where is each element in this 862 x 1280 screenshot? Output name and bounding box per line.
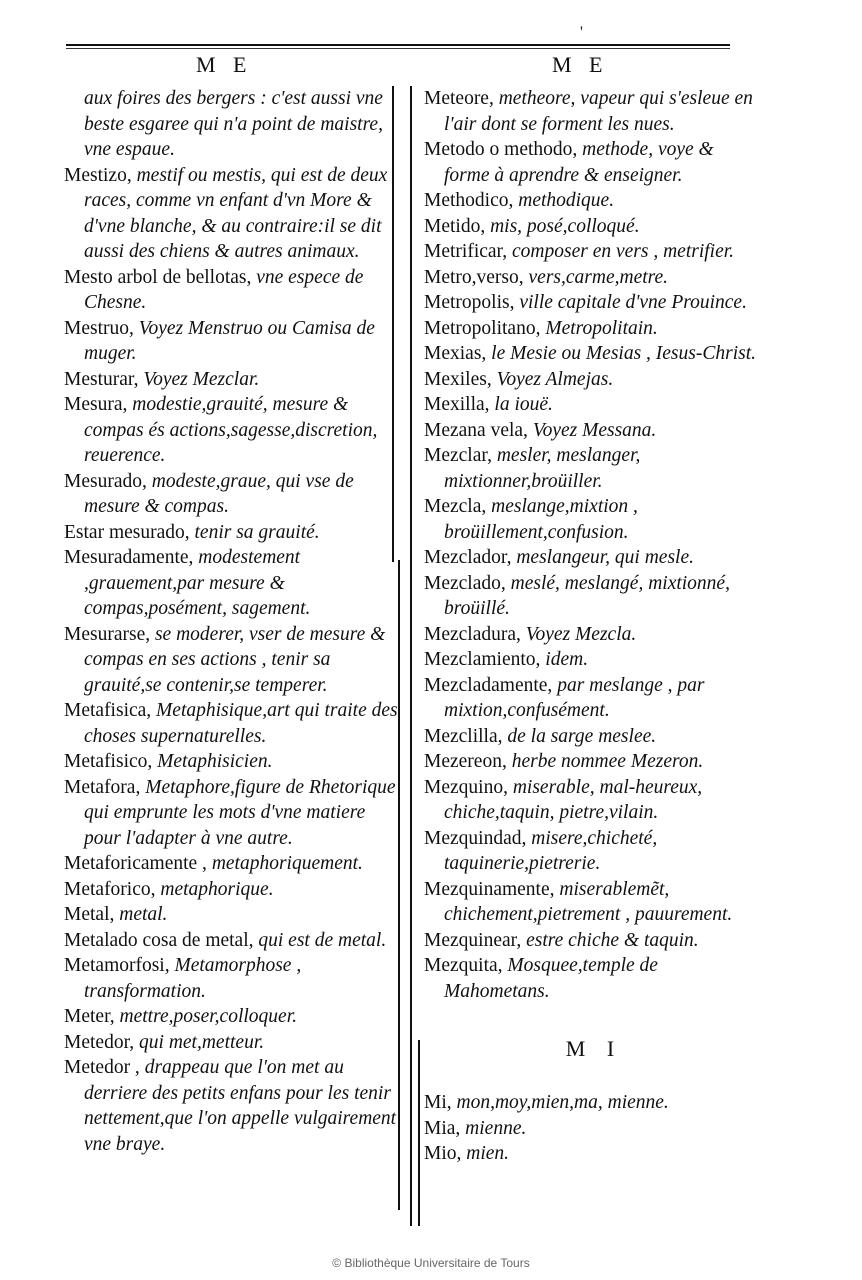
entry-definition: methodique.	[518, 190, 615, 211]
entry-headword: Mestizo,	[64, 164, 137, 186]
entry-definition: Voyez Menstruo ou Camisa de muger.	[84, 317, 375, 364]
entry-definition: tenir sa grauité.	[194, 521, 320, 543]
entry-definition: Mosquee,temple de Mahometans.	[444, 955, 658, 1002]
section-head-mi: M I	[565, 1036, 623, 1061]
entry-definition: qui est de metal.	[258, 929, 387, 951]
dictionary-entry	[424, 1141, 764, 1167]
entry-headword: Mexias,	[424, 343, 492, 364]
entry-headword: Metalado cosa de metal,	[64, 929, 259, 951]
entry-definition: Voyez Mezcla.	[525, 623, 637, 645]
entry-definition: modeste,graue, qui vse de mesure & compas.	[84, 470, 354, 517]
entry-definition: mettre,poser,colloquer.	[119, 1006, 297, 1027]
entry-headword: Mesuradamente,	[64, 547, 199, 568]
dictionary-entry	[64, 622, 402, 699]
entry-definition: miserablemẽt, chichement,pietrement , pauurement.	[444, 878, 733, 925]
dictionary-entry	[424, 928, 764, 954]
entry-headword: Estar mesurado,	[64, 521, 195, 543]
dictionary-entry	[64, 698, 402, 749]
dictionary-entry	[424, 622, 764, 648]
entry-definition: vers,carme,metre.	[528, 266, 669, 288]
entry-headword: Metedor,	[64, 1031, 140, 1053]
entry-headword: Metrificar,	[424, 241, 513, 262]
dictionary-entry	[424, 86, 764, 137]
entry-definition: qui met,metteur.	[139, 1031, 265, 1053]
entry-definition: herbe nommee Mezeron.	[511, 751, 704, 772]
entry-headword: Metedor ,	[64, 1057, 145, 1078]
dictionary-entry	[64, 469, 402, 520]
dictionary-entry	[424, 214, 764, 240]
entry-definition: la iouë.	[494, 394, 553, 415]
entry-definition: modestie,grauité, mesure & compas és actions,sagesse,discretion, reuerence.	[84, 394, 378, 466]
copyright-footer: © Bibliothèque Universitaire de Tours	[332, 1256, 530, 1270]
entry-headword: Methodico,	[424, 190, 519, 211]
entry-definition: de la sarge meslee.	[507, 725, 657, 747]
entry-definition: mienne.	[465, 1117, 527, 1139]
entry-definition: metal.	[119, 904, 168, 925]
entry-headword: Metafisica,	[64, 700, 157, 721]
right-entry-list	[424, 86, 764, 1004]
entry-headword: Mestruo,	[64, 317, 139, 339]
entry-definition: composer en vers , metrifier.	[512, 241, 735, 262]
dictionary-entry	[64, 775, 402, 852]
entry-definition: meslé, meslangé, mixtionné, broüillé.	[444, 572, 730, 619]
entry-definition: Voyez Messana.	[532, 419, 657, 441]
right-column	[424, 86, 764, 1167]
entry-definition: modestement ,grauement,par mesure & compas,posément, sagement.	[84, 547, 311, 619]
dictionary-entry	[64, 953, 402, 1004]
dictionary-entry	[424, 137, 764, 188]
entry-headword: Mezclilla,	[424, 725, 508, 747]
entry-definition: metaphoriquement.	[211, 853, 363, 874]
dictionary-entry	[424, 392, 764, 418]
entry-headword: Mexiles,	[424, 368, 497, 390]
entry-definition: miserable, mal-heureux, chiche,taquin, pietre,vilain.	[444, 776, 703, 823]
entry-definition: methode, voye & forme à aprendre & enseigner.	[444, 139, 714, 186]
dictionary-entry	[424, 367, 764, 393]
entry-headword: Mezquita,	[424, 955, 508, 976]
dictionary-entry	[64, 392, 402, 469]
entry-headword: Mesurado,	[64, 470, 152, 492]
entry-headword: Mezquino,	[424, 776, 513, 798]
entry-headword: Mesurarse,	[64, 623, 155, 645]
dictionary-entry	[424, 418, 764, 444]
dictionary-entry	[424, 826, 764, 877]
dictionary-entry	[424, 724, 764, 750]
running-head-right: M E	[552, 52, 609, 77]
entry-definition: meslangeur, qui mesle.	[516, 547, 694, 568]
dictionary-entry	[424, 749, 764, 775]
dictionary-entry	[424, 775, 764, 826]
mi-entry-list	[424, 1090, 764, 1167]
dictionary-entry	[424, 1090, 764, 1116]
entry-headword: Mesto arbol de bellotas,	[64, 266, 257, 288]
dictionary-entry	[64, 877, 402, 903]
entry-headword: Mezclador,	[424, 547, 517, 568]
dictionary-entry	[424, 494, 764, 545]
entry-definition: Metropolitain.	[545, 317, 658, 339]
dictionary-entry	[64, 749, 402, 775]
entry-headword: Metropolitano,	[424, 317, 546, 339]
dictionary-entry	[64, 316, 402, 367]
entry-headword: Mezereon,	[424, 751, 512, 772]
entry-definition: Voyez Mezclar.	[143, 368, 260, 390]
dictionary-entry	[64, 545, 402, 622]
dictionary-entry	[424, 673, 764, 724]
entry-headword: Mesura,	[64, 394, 133, 415]
left-entry-list	[64, 163, 402, 1158]
column-divider-right-2	[418, 1040, 420, 1226]
entry-headword: Mi,	[424, 1092, 457, 1113]
dictionary-entry	[64, 367, 402, 393]
entry-definition: misere,chicheté, taquinerie,pietrerie.	[444, 827, 658, 874]
entry-headword: Mezquindad,	[424, 827, 532, 849]
entry-headword: Metafora,	[64, 776, 146, 798]
dictionary-entry	[424, 316, 764, 342]
entry-definition: mien.	[466, 1143, 510, 1164]
entry-headword: Metal,	[64, 904, 120, 925]
left-column	[64, 86, 402, 1157]
dictionary-entry	[64, 1055, 402, 1157]
entry-definition: vne espece de Chesne.	[84, 266, 364, 313]
entry-definition: meslange,mixtion , broüillement,confusion.	[444, 496, 638, 543]
dictionary-entry	[64, 1030, 402, 1056]
dictionary-entry	[64, 928, 402, 954]
dictionary-entry	[64, 902, 402, 928]
entry-definition: par meslange , par mixtion,confusément.	[444, 674, 705, 721]
entry-headword: Mezclamiento,	[424, 649, 546, 670]
entry-headword: Mezcladamente,	[424, 674, 558, 696]
entry-definition: Metaphore,figure de Rhetorique qui emprunte les mots d'vne matiere pour l'adapter à vne autre.	[84, 776, 396, 849]
dictionary-entry	[424, 1116, 764, 1142]
dictionary-entry	[424, 188, 764, 214]
printer-mark: '	[580, 24, 583, 41]
entry-definition: Voyez Almejas.	[496, 368, 614, 390]
entry-definition: drappeau que l'on met au derriere des petits enfans pour les tenir nettement,que l'on appelle vulgairement vne braye.	[84, 1057, 397, 1155]
entry-definition: Metaphisicien.	[157, 751, 273, 772]
dictionary-entry	[424, 571, 764, 622]
dictionary-entry	[64, 1004, 402, 1030]
entry-definition: metheore, vapeur qui s'esleue en l'air dont se forment les nues.	[444, 88, 753, 135]
dictionary-entry	[424, 265, 764, 291]
entry-headword: Mexilla,	[424, 394, 495, 415]
entry-definition: Metamorphose , transformation.	[84, 955, 302, 1002]
dictionary-entry	[424, 877, 764, 928]
dictionary-entry	[64, 851, 402, 877]
entry-definition: Metaphisique,art qui traite des choses supernaturelles.	[84, 700, 398, 747]
entry-definition: mis, posé,colloqué.	[490, 215, 640, 237]
running-head-left: M E	[196, 52, 253, 77]
dictionary-entry	[424, 953, 764, 1004]
entry-headword: Mezclar,	[424, 445, 497, 466]
entry-definition: le Mesie ou Mesias , Iesus-Christ.	[491, 343, 756, 364]
header-rule	[66, 44, 730, 46]
entry-definition: mesler, meslanger, mixtionner,broüiller.	[444, 445, 641, 492]
entry-definition: metaphorique.	[160, 878, 274, 900]
entry-headword: Mio,	[424, 1143, 467, 1164]
dictionary-entry	[424, 341, 764, 367]
dictionary-entry	[64, 265, 402, 316]
dictionary-entry	[424, 290, 764, 316]
entry-headword: Metafisico,	[64, 751, 158, 772]
entry-headword: Mezclado,	[424, 572, 511, 594]
dictionary-entry	[424, 443, 764, 494]
entry-definition: ville capitale d'vne Prouince.	[519, 292, 747, 313]
entry-headword: Mezquinamente,	[424, 878, 560, 900]
entry-headword: Metropolis,	[424, 292, 520, 313]
entry-definition: idem.	[545, 649, 589, 670]
dictionary-entry	[424, 545, 764, 571]
entry-headword: Meter,	[64, 1006, 120, 1027]
dictionary-entry	[424, 239, 764, 265]
entry-headword: Mezcla,	[424, 496, 492, 517]
entry-definition: se moderer, vser de mesure & compas en ses actions , tenir sa grauité,se contenir,se temperer.	[84, 623, 386, 696]
entry-headword: Metaforicamente ,	[64, 853, 212, 874]
entry-headword: Mezana vela,	[424, 419, 533, 441]
entry-headword: Metaforico,	[64, 878, 161, 900]
column-divider-right	[410, 86, 412, 1226]
entry-definition: mon,moy,mien,ma, mienne.	[456, 1092, 669, 1113]
entry-definition: mestif ou mestis, qui est de deux races, comme vn enfant d'vn More & d'vne blanche, & au contraire:il se dit aussi des chiens & autres animaux.	[84, 164, 388, 262]
entry-headword: Mesturar,	[64, 368, 144, 390]
entry-headword: Metodo o methodo,	[424, 139, 583, 160]
entry-headword: Metamorfosi,	[64, 955, 175, 976]
dictionary-entry	[424, 647, 764, 673]
entry-headword: Mezcladura,	[424, 623, 526, 645]
entry-definition: estre chiche & taquin.	[526, 929, 699, 951]
entry-headword: Mezquinear,	[424, 929, 527, 951]
dictionary-entry	[64, 163, 402, 265]
entry-headword: Metro,verso,	[424, 266, 529, 288]
header-rule-thin	[66, 48, 730, 49]
entry-headword: Metido,	[424, 215, 491, 237]
dictionary-entry	[64, 520, 402, 546]
entry-headword: Meteore,	[424, 88, 499, 109]
entry-headword: Mia,	[424, 1117, 466, 1139]
continuation-text: aux foires des bergers : c'est aussi vne beste esgaree qui n'a point de maistre, vne espaue.	[84, 88, 383, 160]
